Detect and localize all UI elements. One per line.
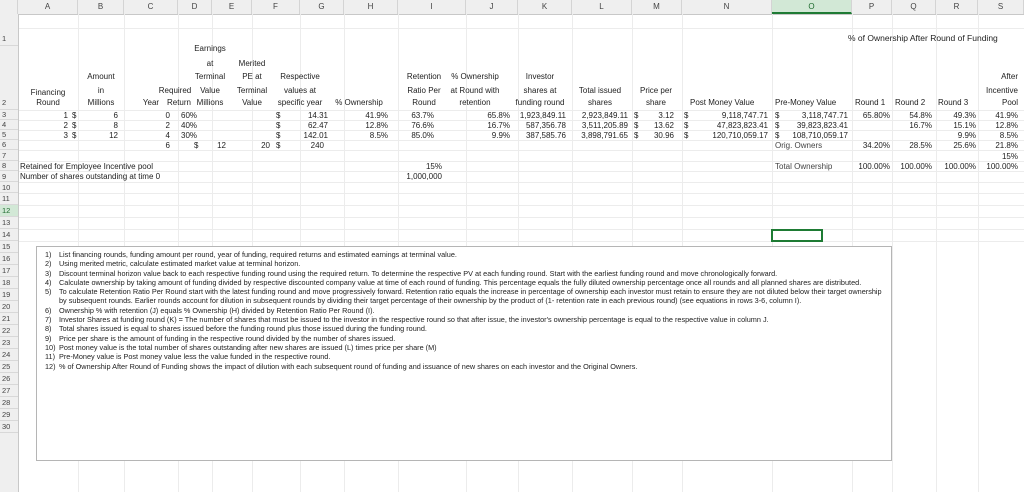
cell-value-dollar[interactable]: $ (276, 131, 281, 140)
hdr-earnings-5: Millions (196, 98, 224, 107)
row-header-5[interactable]: 5 (0, 130, 18, 140)
cell-orig-round3[interactable]: 25.6% (953, 141, 976, 150)
cell-retention-ratio[interactable]: 85.0% (411, 131, 434, 140)
row-header-9[interactable]: 9 (0, 171, 18, 182)
cell-total-shares[interactable]: 2,923,849.11 (581, 111, 628, 120)
selected-cell-o12[interactable] (771, 229, 823, 242)
column-header-d[interactable]: D (178, 0, 212, 14)
hdr-values-1: Respective (280, 72, 320, 81)
cell-earnings-dollar[interactable]: $ (194, 141, 199, 150)
row-header-10[interactable]: 10 (0, 182, 18, 193)
cell-ownership-retention[interactable]: 65.8% (487, 111, 510, 120)
cell-total-round1[interactable]: 100.00% (858, 162, 890, 171)
cell-round[interactable]: 2 (63, 121, 68, 130)
cell-terminal-value[interactable]: 240 (310, 141, 324, 150)
cell-round3[interactable]: 9.9% (957, 131, 976, 140)
hdr-investor-2: shares at (523, 86, 557, 95)
row-header-12[interactable]: 12 (0, 205, 18, 217)
cell-price[interactable]: 13.62 (653, 121, 674, 130)
cell-dollar[interactable]: $ (72, 131, 77, 140)
cell-ownership[interactable]: 8.5% (369, 131, 388, 140)
cell-required-return[interactable]: 40% (181, 121, 198, 130)
hdr-earnings-4: Value (200, 86, 220, 95)
cell-total-shares[interactable]: 3,898,791.65 (581, 131, 628, 140)
row-header-17[interactable]: 17 (0, 265, 18, 277)
column-header-h[interactable]: H (344, 0, 398, 14)
cell-pool[interactable]: 8.5% (999, 131, 1018, 140)
column-header-b[interactable]: B (78, 0, 124, 14)
cell-round2[interactable]: 54.8% (909, 111, 932, 120)
cell-investor-shares[interactable]: 1,923,849.11 (519, 111, 566, 120)
row-header-22[interactable]: 22 (0, 325, 18, 337)
hdr-amount-2: in (97, 86, 105, 95)
row-header-14[interactable]: 14 (0, 229, 18, 241)
cell-post-money[interactable]: 120,710,059.17 (712, 131, 768, 140)
cell-value[interactable]: 62.47 (307, 121, 328, 130)
hdr-earnings-1: Earnings (194, 44, 226, 53)
row-header-28[interactable]: 28 (0, 397, 18, 409)
hdr-pool-1: After (1001, 72, 1018, 81)
cell-year[interactable]: 2 (165, 121, 170, 130)
column-header-l[interactable]: L (572, 0, 632, 14)
row-header-bar (0, 14, 19, 492)
cell-pre-money[interactable]: 3,118,747.71 (801, 111, 848, 120)
column-header-c[interactable]: C (124, 0, 178, 14)
cell-price-dollar[interactable]: $ (634, 111, 639, 120)
note-item: 6) Ownership % with retention (J) equals % Ownership (H) divided by Retention Ratio Per Round (I). (45, 305, 375, 315)
cell-dollar[interactable]: $ (72, 111, 77, 120)
hdr-own-ret-3: retention (459, 98, 491, 107)
row-header-13[interactable]: 13 (0, 217, 18, 229)
row-header-19[interactable]: 19 (0, 289, 18, 301)
cell-year[interactable]: 4 (165, 131, 170, 140)
row-header-24[interactable]: 24 (0, 349, 18, 361)
row-header-26[interactable]: 26 (0, 373, 18, 385)
row-header-21[interactable]: 21 (0, 313, 18, 325)
hdr-round2: Round 2 (895, 98, 926, 107)
cell-post-dollar[interactable]: $ (684, 121, 689, 130)
hdr-price-1: Price per (639, 86, 672, 95)
hdr-required-2: Return (166, 98, 191, 107)
row-header-4[interactable]: 4 (0, 120, 18, 130)
cell-total-shares[interactable]: 3,511,205.89 (581, 121, 628, 130)
column-header-f[interactable]: F (252, 0, 300, 14)
hdr-own-ret-2: at Round with (450, 86, 500, 95)
cell-ownership-retention[interactable]: 16.7% (487, 121, 510, 130)
cell-pool[interactable]: 41.9% (995, 111, 1018, 120)
cell-year-terminal[interactable]: 6 (165, 141, 170, 150)
hdr-pre-money: Pre-Money Value (775, 98, 837, 107)
cell-total-round3[interactable]: 100.00% (944, 162, 976, 171)
hdr-round3: Round 3 (938, 98, 969, 107)
row-header-15[interactable]: 15 (0, 241, 18, 253)
note-item: 2) Using merited metric, calculate estimated market value at terminal horizon. (45, 259, 301, 269)
hdr-round1: Round 1 (855, 98, 886, 107)
cell-total-pool[interactable]: 100.00% (986, 162, 1018, 171)
cell-round[interactable]: 1 (63, 111, 68, 120)
cell-terminal-value-dollar[interactable]: $ (276, 141, 281, 150)
cell-post-money[interactable]: 9,118,747.71 (721, 111, 768, 120)
hdr-investor-1: Investor (525, 72, 555, 81)
hdr-amount-1: Amount (87, 72, 115, 81)
note-item: 1) List financing rounds, funding amount per round, year of funding, required returns and estimated earnings at terminal value. (45, 250, 457, 259)
cell-retention-ratio[interactable]: 63.7% (411, 111, 434, 120)
row-header-30[interactable]: 30 (0, 421, 18, 433)
orig-owners-label[interactable]: Orig. Owners (775, 141, 823, 150)
cell-dollar[interactable]: $ (72, 121, 77, 130)
row-header-29[interactable]: 29 (0, 409, 18, 421)
note-item: 4) Calculate ownership by taking amount of funding divided by respective discounted company value at time of each round of funding. This percentage equals the fully diluted ownership percentage once all rounds and all planned shares are distributed. (45, 277, 862, 287)
row-header-8[interactable]: 8 (0, 161, 18, 171)
column-header-a[interactable]: A (18, 0, 78, 14)
column-header-m[interactable]: M (632, 0, 682, 14)
shares-outstanding-label[interactable]: Number of shares outstanding at time 0 (20, 172, 161, 181)
column-header-r[interactable]: R (936, 0, 978, 14)
hdr-financing-2: Round (36, 98, 60, 107)
instructions-text-box[interactable] (36, 246, 892, 461)
cell-pool[interactable]: 12.8% (995, 121, 1018, 130)
cell-pre-dollar[interactable]: $ (775, 121, 780, 130)
row-header-1[interactable]: 1 (0, 32, 18, 46)
cell-amount[interactable]: 12 (109, 131, 118, 140)
shares-outstanding-value[interactable]: 1,000,000 (406, 172, 442, 181)
hdr-retention-3: Round (412, 98, 436, 107)
hdr-required-1: Required (158, 86, 192, 95)
retained-pool-label[interactable]: Retained for Employee Incentive pool (20, 162, 153, 171)
column-header-k[interactable]: K (518, 0, 572, 14)
note-item: 5) To calculate Retention Ratio Per Round start with the latest funding round and move progressively forward. Retention ratio equals the increase in percentage of ownership each investor must retain to ensure they are not diluted below their target ownership by subsequent rounds. Earlier rounds account for dilution in subsequent rounds by dividing their target percentage of their ownership by the product of (1- retention rate in each previous round) (see equations in rows 3-6, column I). (45, 287, 882, 306)
note-item: 7) Investor Shares at funding round (K) = The number of shares that must be issued to the investor in the respective round so that after issue, the investor's ownership percentage is equal to the respective value in column J. (45, 315, 769, 325)
row-header-16[interactable]: 16 (0, 253, 18, 265)
column-header-p[interactable]: P (852, 0, 892, 14)
hdr-financing-1: Financing (30, 88, 66, 97)
hdr-pe-2: PE at (242, 72, 262, 81)
hdr-investor-3: funding round (515, 98, 565, 107)
cell-pre-money[interactable]: 108,710,059.17 (792, 131, 848, 140)
cell-price[interactable]: 3.12 (658, 111, 674, 120)
cell-value[interactable]: 14.31 (307, 111, 328, 120)
hdr-pool-2: Incentive (985, 86, 1018, 95)
hdr-amount-3: Millions (87, 98, 115, 107)
cell-value[interactable]: 142.01 (303, 131, 328, 140)
row-header-3[interactable]: 3 (0, 110, 18, 120)
hdr-year: Year (142, 98, 160, 107)
select-all-corner[interactable] (0, 0, 18, 14)
column-header-j[interactable]: J (466, 0, 518, 14)
cell-pool-row7[interactable]: 15% (1001, 152, 1018, 161)
note-item: 11) Pre-Money value is Post money value less the value funded in the respective round. (45, 352, 331, 362)
row-header-2[interactable]: 2 (0, 96, 18, 110)
column-header-s[interactable]: S (978, 0, 1024, 14)
hdr-total-1: Total issued (578, 86, 622, 95)
hdr-earnings-3: Terminal (194, 72, 226, 81)
cell-post-dollar[interactable]: $ (684, 111, 689, 120)
cell-amount[interactable]: 6 (113, 111, 118, 120)
cell-value-dollar[interactable]: $ (276, 121, 281, 130)
cell-year[interactable]: 0 (165, 111, 170, 120)
hdr-pool-3: Pool (1001, 98, 1018, 107)
hdr-pe-1: Merited (238, 59, 266, 68)
hdr-retention-2: Ratio Per (407, 86, 441, 95)
cell-orig-round1[interactable]: 34.20% (862, 141, 890, 150)
hdr-pct-ownership: % Ownership (335, 98, 383, 107)
row-header-25[interactable]: 25 (0, 361, 18, 373)
cell-retention-ratio[interactable]: 76.6% (411, 121, 434, 130)
hdr-post-money: Post Money Value (690, 98, 755, 107)
hdr-pe-3: Terminal (236, 86, 268, 95)
cell-orig-round2[interactable]: 28.5% (909, 141, 932, 150)
note-item: 8) Total shares issued is equal to shares issued before the funding round plus those issued during the funding round. (45, 324, 427, 334)
column-header-n[interactable]: N (682, 0, 772, 14)
cell-earnings[interactable]: 12 (217, 141, 226, 150)
cell-pre-dollar[interactable]: $ (775, 131, 780, 140)
cell-round2[interactable]: 16.7% (909, 121, 932, 130)
column-header-i[interactable]: I (398, 0, 466, 14)
hdr-pe-4: Value (242, 98, 262, 107)
row-header-6[interactable]: 6 (0, 140, 18, 150)
cell-investor-shares[interactable]: 387,585.76 (525, 131, 566, 140)
total-ownership-label[interactable]: Total Ownership (775, 162, 833, 171)
cell-price-dollar[interactable]: $ (634, 121, 639, 130)
cell-total-round2[interactable]: 100.00% (900, 162, 932, 171)
hdr-price-2: share (645, 98, 666, 107)
cell-ownership-retention[interactable]: 9.9% (491, 131, 510, 140)
note-item: 12) % of Ownership After Round of Funding shows the impact of dilution with each subsequent round of funding and issuance of new shares on each investor and the Original Owners. (45, 361, 638, 371)
cell-round3[interactable]: 49.3% (953, 111, 976, 120)
cell-ownership[interactable]: 41.9% (365, 111, 388, 120)
ownership-after-round-title: % of Ownership After Round of Funding (848, 33, 998, 43)
retained-pool-value[interactable]: 15% (425, 162, 442, 171)
hdr-retention-1: Retention (406, 72, 442, 81)
cell-round[interactable]: 3 (63, 131, 68, 140)
note-item: 10) Post money value is the total number of shares outstanding after new shares are issued (L) times price per share (M) (45, 342, 437, 352)
row-header-11[interactable]: 11 (0, 193, 18, 205)
cell-post-money[interactable]: 47,823,823.41 (716, 121, 768, 130)
hdr-total-2: shares (587, 98, 612, 107)
cell-value-dollar[interactable]: $ (276, 111, 281, 120)
hdr-own-ret-1: % Ownership (451, 72, 499, 81)
cell-round1[interactable]: 65.80% (862, 111, 890, 120)
row-header-23[interactable]: 23 (0, 337, 18, 349)
cell-amount[interactable]: 8 (113, 121, 118, 130)
cell-post-dollar[interactable]: $ (684, 131, 689, 140)
row-header-18[interactable]: 18 (0, 277, 18, 289)
hdr-values-2: values at (283, 86, 317, 95)
note-item: 9) Price per share is the amount of funding in the respective round divided by the number of shares issued. (45, 333, 396, 343)
hdr-values-3: specific year (277, 98, 323, 107)
cell-pre-money[interactable]: 39,823,823.41 (796, 121, 848, 130)
column-header-bar (0, 0, 1024, 15)
row-header-27[interactable]: 27 (0, 385, 18, 397)
column-header-e[interactable]: E (212, 0, 252, 14)
cell-investor-shares[interactable]: 587,356.78 (525, 121, 566, 130)
cell-pe[interactable]: 20 (261, 141, 270, 150)
column-header-q[interactable]: Q (892, 0, 936, 14)
cell-orig-pool[interactable]: 21.8% (995, 141, 1018, 150)
cell-required-return[interactable]: 30% (181, 131, 198, 140)
cell-price-dollar[interactable]: $ (634, 131, 639, 140)
cell-price[interactable]: 30.96 (653, 131, 674, 140)
column-header-g[interactable]: G (300, 0, 344, 14)
cell-required-return[interactable]: 60% (181, 111, 198, 120)
note-item: 3) Discount terminal horizon value back to each respective funding round using the required return. To determine the respective PV at each funding round. Start with the earliest funding round and move chronologically forward. (45, 268, 778, 278)
cell-round3[interactable]: 15.1% (953, 121, 976, 130)
column-header-o[interactable]: O (772, 0, 852, 14)
cell-pre-dollar[interactable]: $ (775, 111, 780, 120)
row-header-20[interactable]: 20 (0, 301, 18, 313)
cell-ownership[interactable]: 12.8% (365, 121, 388, 130)
row-header-7[interactable]: 7 (0, 150, 18, 161)
hdr-earnings-2: at (206, 59, 214, 68)
